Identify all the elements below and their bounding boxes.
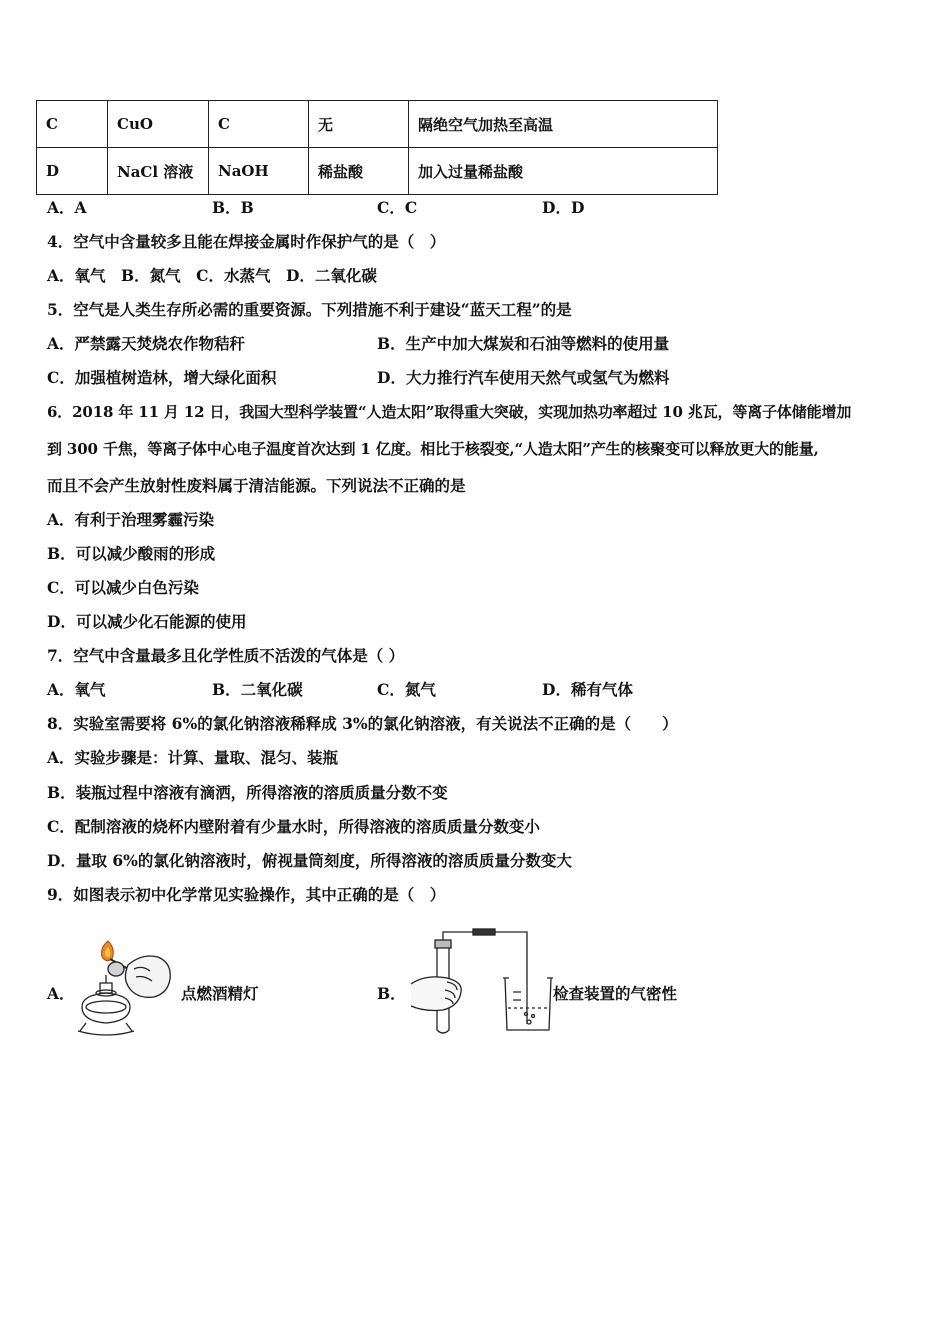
q5-stem: 5．空气是人类生存所必需的重要资源。下列措施不利于建设“蓝天工程”的是 xyxy=(47,300,572,319)
table-cell: 稀盐酸 xyxy=(309,148,409,195)
q6-option-d: D．可以减少化石能源的使用 xyxy=(47,612,247,631)
beaker-icon xyxy=(503,978,553,1030)
q3-option-c: C．C xyxy=(377,198,418,217)
q4-stem: 4．空气中含量较多且能在焊接金属时作保护气的是（ ） xyxy=(47,232,446,251)
table-cell: 加入过量稀盐酸 xyxy=(409,148,718,195)
hand-icon xyxy=(108,956,170,997)
q8-option-d: D．量取 6%的氯化钠溶液时，俯视量筒刻度，所得溶液的溶质质量分数变大 xyxy=(47,851,572,870)
q3-option-d: D．D xyxy=(542,198,585,217)
table-cell: NaCl 溶液 xyxy=(108,148,209,195)
options-table xyxy=(36,100,718,195)
lighting-alcohol-lamp-figure xyxy=(72,935,176,1040)
q6-stem-line3: 而且不会产生放射性废料属于清洁能源。下列说法不正确的是 xyxy=(47,476,466,495)
q6-stem-line1: 6．2018 年 11 月 12 日，我国大型科学装置“人造太阳”取得重大突破，实现加热功率超过 10 兆瓦，等离子体储能增加 xyxy=(47,403,852,421)
q4-options: A．氧气 B．氮气 C．水蒸气 D．二氧化碳 xyxy=(47,266,377,285)
table-cell: 无 xyxy=(309,101,409,148)
airtightness-check-figure xyxy=(405,926,553,1038)
q7-stem: 7．空气中含量最多且化学性质不活泼的气体是（ ） xyxy=(47,646,405,665)
table-cell: D xyxy=(37,148,108,195)
q9-option-a-label: A． xyxy=(47,984,75,1003)
q5-option-a: A．严禁露天焚烧农作物秸秆 xyxy=(47,334,246,353)
q7-option-d: D．稀有气体 xyxy=(542,680,633,699)
q9-option-b-label: B． xyxy=(377,984,406,1003)
alcohol-lamp-icon xyxy=(78,975,134,1035)
q9-option-b-caption: 检查装置的气密性 xyxy=(553,984,678,1003)
q8-stem: 8．实验室需要将 6%的氯化钠溶液稀释成 3%的氯化钠溶液，有关说法不正确的是（ ） xyxy=(47,714,678,733)
q6-option-b: B．可以减少酸雨的形成 xyxy=(47,544,216,563)
hand-icon xyxy=(411,977,461,1011)
q6-option-c: C．可以减少白色污染 xyxy=(47,578,199,597)
q9-stem: 9．如图表示初中化学常见实验操作，其中正确的是（ ） xyxy=(47,885,446,904)
q5-option-b: B．生产中加大煤炭和石油等燃料的使用量 xyxy=(377,334,670,353)
q3-option-a: A．A xyxy=(47,198,87,217)
table-cell: C xyxy=(209,101,309,148)
q8-option-a: A．实验步骤是：计算、量取、混匀、装瓶 xyxy=(47,748,339,767)
q5-option-d: D．大力推行汽车使用天然气或氢气为燃料 xyxy=(377,368,670,387)
q6-option-a: A．有利于治理雾霾污染 xyxy=(47,510,215,529)
q9-option-a-caption: 点燃酒精灯 xyxy=(181,984,259,1003)
table-cell: C xyxy=(37,101,108,148)
table-cell: CuO xyxy=(108,101,209,148)
q3-options xyxy=(47,197,907,219)
table-cell: NaOH xyxy=(209,148,309,195)
q7-options xyxy=(47,679,907,701)
q7-option-c: C．氮气 xyxy=(377,680,436,699)
q5-option-c: C．加强植树造林，增大绿化面积 xyxy=(47,368,277,387)
q7-option-b: B．二氧化碳 xyxy=(212,680,303,699)
table-cell: 隔绝空气加热至高温 xyxy=(409,101,718,148)
table-row xyxy=(37,101,718,148)
q7-option-a: A．氧气 xyxy=(47,680,106,699)
q3-option-b: B．B xyxy=(212,198,254,217)
table-row xyxy=(37,148,718,195)
q8-option-c: C．配制溶液的烧杯内壁附着有少量水时，所得溶液的溶质质量分数变小 xyxy=(47,817,540,836)
q8-option-b: B．装瓶过程中溶液有滴洒，所得溶液的溶质质量分数不变 xyxy=(47,783,448,802)
q6-stem-line2: 到 300 千焦，等离子体中心电子温度首次达到 1 亿度。相比于核裂变,“人造太阳”产生的核聚变可以释放更大的能量, xyxy=(47,440,819,458)
